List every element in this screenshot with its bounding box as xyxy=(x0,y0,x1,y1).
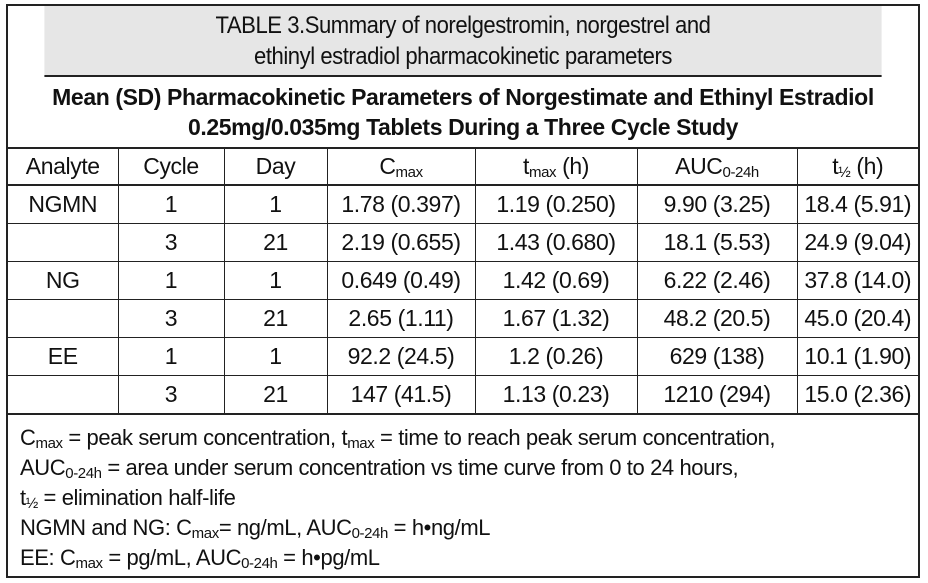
fn5-a-sub: max xyxy=(75,555,103,572)
fn1-a-sub: max xyxy=(35,435,63,452)
table-row xyxy=(8,337,918,375)
table-caption xyxy=(44,6,881,77)
cell-thalf: 24.9 (9.04) xyxy=(797,223,918,261)
cell-auc: 9.90 (3.25) xyxy=(637,185,797,223)
fn1-b: = peak serum concentration, t xyxy=(62,425,348,450)
cell-cmax: 0.649 (0.49) xyxy=(327,261,475,299)
fn5-b-sub: 0-24h xyxy=(241,555,278,572)
cell-cycle: 3 xyxy=(118,299,224,337)
cell-day: 1 xyxy=(224,261,327,299)
subtitle-line-2: 0.25mg/0.035mg Tablets During a Three Cycle Study xyxy=(187,114,739,140)
header-analyte: Analyte xyxy=(8,149,118,185)
fn3-a: t xyxy=(20,485,26,510)
caption-line-2: ethinyl estradiol pharmacokinetic parameters xyxy=(254,42,672,70)
cell-cmax: 1.78 (0.397) xyxy=(327,185,475,223)
cell-cycle: 1 xyxy=(118,261,224,299)
fn3-b: = elimination half-life xyxy=(37,485,236,510)
caption-line-1: TABLE 3.Summary of norelgestromin, norgestrel and xyxy=(215,11,711,39)
header-cmax xyxy=(327,149,475,185)
cell-day: 1 xyxy=(224,337,327,375)
fn3-a-sub: ½ xyxy=(25,495,38,512)
header-cycle: Cycle xyxy=(118,149,224,185)
cell-analyte xyxy=(8,375,118,413)
cell-auc: 629 (138) xyxy=(637,337,797,375)
header-tmax-sub: max xyxy=(528,164,557,181)
table-footnotes xyxy=(8,413,918,573)
cell-thalf: 10.1 (1.90) xyxy=(797,337,918,375)
table-row xyxy=(8,261,918,299)
fn5-c: = h•pg/mL xyxy=(277,545,380,570)
table-row xyxy=(8,299,918,337)
fn4-a-sub: max xyxy=(191,525,219,542)
pk-table-container xyxy=(6,4,920,578)
fn4-a: NGMN and NG: C xyxy=(20,515,192,540)
fn2-a-sub: 0-24h xyxy=(65,465,102,482)
cell-cycle: 3 xyxy=(118,223,224,261)
header-cmax-main: C xyxy=(379,153,396,179)
cell-cmax: 92.2 (24.5) xyxy=(327,337,475,375)
cell-tmax: 1.19 (0.250) xyxy=(475,185,637,223)
header-auc-main: AUC xyxy=(675,153,723,179)
fn4-c: = h•ng/mL xyxy=(387,515,491,540)
fn1-c: = time to reach peak serum concentration, xyxy=(374,425,776,450)
footnote-line-2 xyxy=(20,453,918,483)
footnote-line-1 xyxy=(20,423,918,453)
fn5-a: EE: C xyxy=(20,545,76,570)
cell-tmax: 1.2 (0.26) xyxy=(475,337,637,375)
cell-thalf: 18.4 (5.91) xyxy=(797,185,918,223)
fn4-b-sub: 0-24h xyxy=(351,525,388,542)
header-cmax-sub: max xyxy=(395,164,423,181)
cell-cycle: 1 xyxy=(118,185,224,223)
footnote-line-3 xyxy=(20,483,918,513)
fn5-b: = pg/mL, AUC xyxy=(102,545,242,570)
header-tmax-unit: (h) xyxy=(556,153,590,179)
header-day: Day xyxy=(224,149,327,185)
cell-thalf: 15.0 (2.36) xyxy=(797,375,918,413)
table-subtitle xyxy=(8,77,918,149)
cell-tmax: 1.67 (1.32) xyxy=(475,299,637,337)
cell-day: 21 xyxy=(224,299,327,337)
cell-auc: 18.1 (5.53) xyxy=(637,223,797,261)
cell-cycle: 3 xyxy=(118,375,224,413)
footnote-line-5 xyxy=(20,543,918,573)
fn2-b: = area under serum concentration vs time curve from 0 to 24 hours, xyxy=(101,455,739,480)
header-tmax-main: t xyxy=(522,153,529,179)
cell-analyte: NG xyxy=(8,261,118,299)
header-thalf-sub: ½ xyxy=(838,164,851,181)
cell-cmax: 147 (41.5) xyxy=(327,375,475,413)
header-thalf-unit: (h) xyxy=(850,153,884,179)
cell-cmax: 2.19 (0.655) xyxy=(327,223,475,261)
header-tmax xyxy=(475,149,637,185)
cell-cycle: 1 xyxy=(118,337,224,375)
cell-day: 21 xyxy=(224,375,327,413)
header-auc-sub: 0-24h xyxy=(722,164,759,181)
table-row xyxy=(8,185,918,223)
cell-analyte xyxy=(8,223,118,261)
cell-day: 21 xyxy=(224,223,327,261)
header-row xyxy=(8,149,918,185)
cell-analyte: EE xyxy=(8,337,118,375)
header-auc xyxy=(637,149,797,185)
cell-thalf: 45.0 (20.4) xyxy=(797,299,918,337)
cell-auc: 48.2 (20.5) xyxy=(637,299,797,337)
cell-thalf: 37.8 (14.0) xyxy=(797,261,918,299)
cell-tmax: 1.13 (0.23) xyxy=(475,375,637,413)
cell-auc: 1210 (294) xyxy=(637,375,797,413)
fn2-a: AUC xyxy=(20,455,66,480)
cell-analyte: NGMN xyxy=(28,190,98,217)
table-row xyxy=(8,375,918,413)
subtitle-line-1: Mean (SD) Pharmacokinetic Parameters of Norgestimate and Ethinyl Estradiol xyxy=(52,84,874,110)
cell-day: 1 xyxy=(224,185,327,223)
fn4-b: = ng/mL, AUC xyxy=(218,515,352,540)
cell-auc: 6.22 (2.46) xyxy=(637,261,797,299)
cell-tmax: 1.42 (0.69) xyxy=(475,261,637,299)
table-row xyxy=(8,223,918,261)
footnote-line-4 xyxy=(20,513,918,543)
header-thalf-main: t xyxy=(832,153,839,179)
cell-analyte xyxy=(8,299,118,337)
header-thalf xyxy=(797,149,918,185)
fn1-a: C xyxy=(20,425,36,450)
cell-tmax: 1.43 (0.680) xyxy=(475,223,637,261)
pk-data-table xyxy=(8,149,918,413)
fn1-b-sub: max xyxy=(347,435,375,452)
cell-cmax: 2.65 (1.11) xyxy=(327,299,475,337)
